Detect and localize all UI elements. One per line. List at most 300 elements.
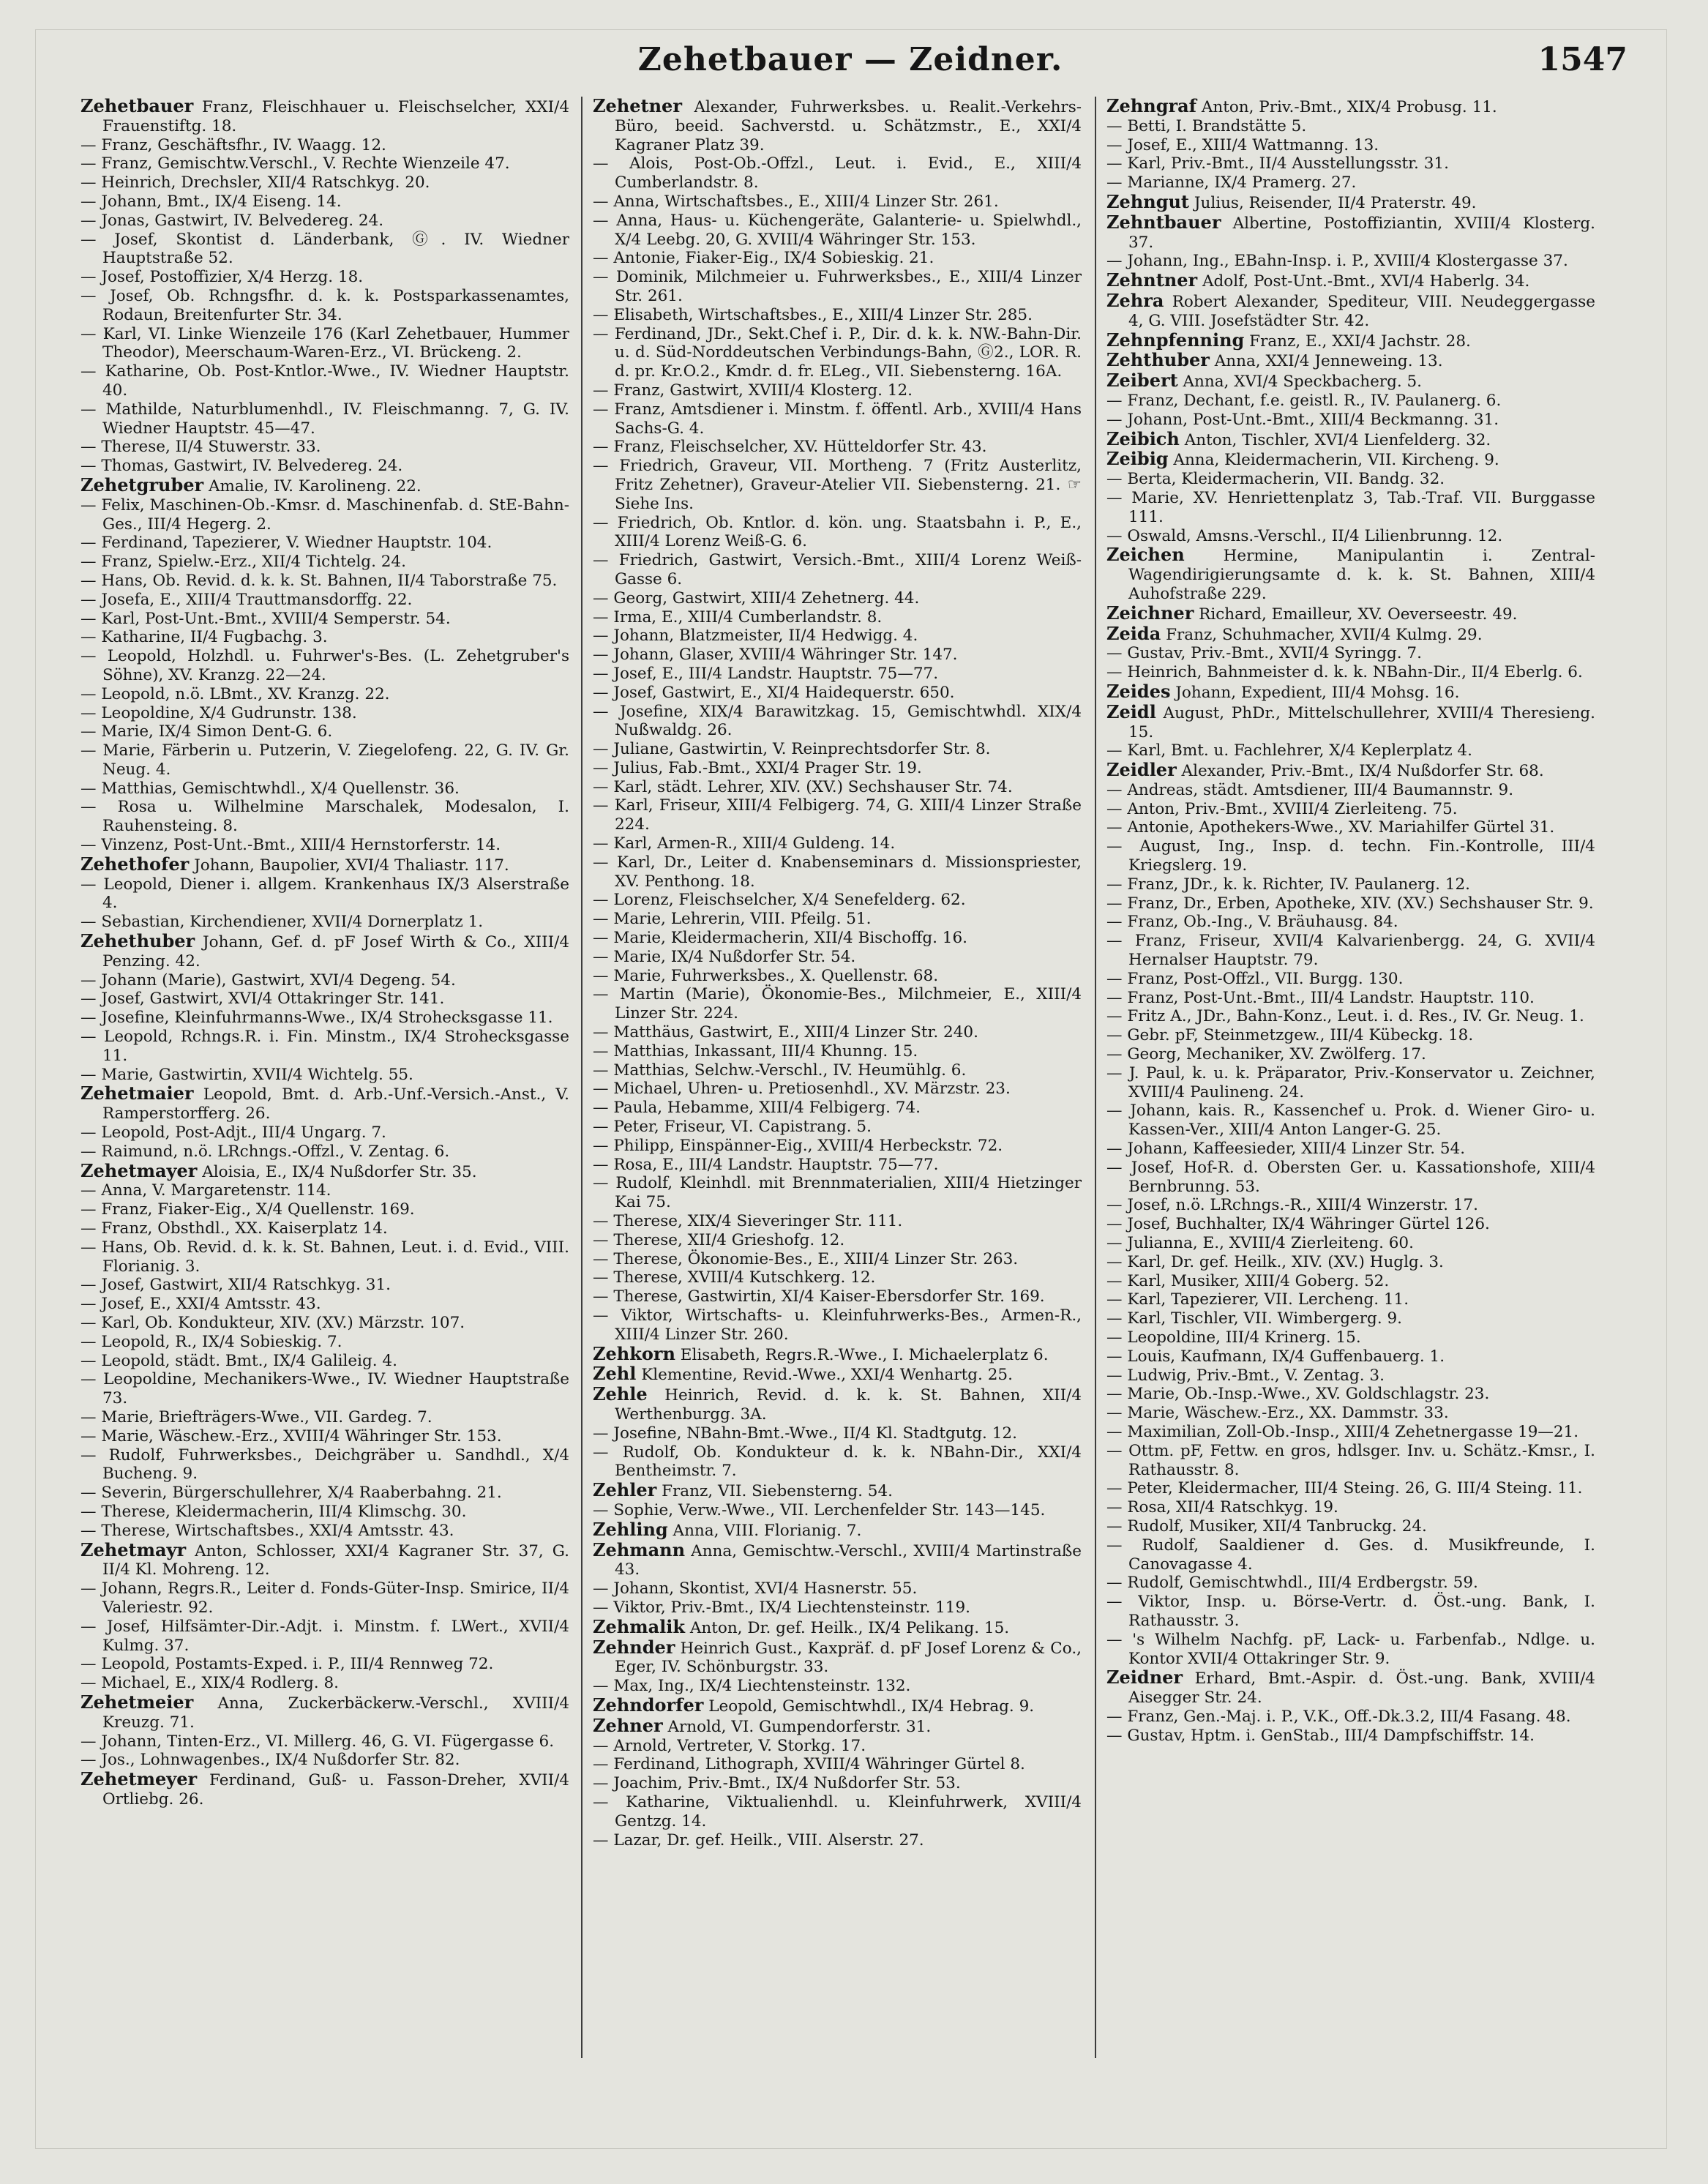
directory-entry-sub: [593, 154, 1082, 192]
directory-entry-sub: [80, 438, 569, 457]
entry-text: — Joachim, Priv.-Bmt., IX/4 Nußdorfer Str. 53.: [593, 1774, 961, 1793]
column-3: [1106, 97, 1595, 2058]
directory-entry-sub: [80, 268, 569, 287]
entry-text: Robert Alexander, Spediteur, VIII. Neudeggergasse 4, G. VIII. Josefstädter Str. 42.: [1128, 292, 1595, 330]
entry-text: — Josef, E., III/4 Landstr. Hauptstr. 75—77.: [593, 664, 939, 683]
entry-text: — Karl, Priv.-Bmt., II/4 Ausstellungsstr. 31.: [1106, 154, 1449, 173]
directory-entry-sub: [1106, 1045, 1595, 1064]
directory-entry-sub: [80, 1579, 569, 1618]
directory-entry-sub: [1106, 1498, 1595, 1517]
entry-text: — Raimund, n.ö. LRchngs.-Offzl., V. Zentag. 6.: [80, 1142, 450, 1161]
entry-text: — Hans, Ob. Revid. d. k. k. St. Bahnen, Leut. i. d. Evid., VIII. Florianig. 3.: [80, 1238, 569, 1276]
entry-text: — Viktor, Wirtschafts- u. Kleinfuhrwerks-Bes., Armen-R., XIII/4 Linzer Str. 260.: [593, 1306, 1082, 1344]
entry-text: — Karl, Ob. Kondukteur, XIV. (XV.) Märzstr. 107.: [80, 1314, 465, 1332]
entry-text: — Friedrich, Graveur, VII. Mortheng. 7 (Fritz Austerlitz, Fritz Zehetner), Graveur-Atelier VII. Siebensterng. 21. ☞ Siehe Ins.: [593, 457, 1082, 513]
directory-entry-sub: [593, 192, 1082, 212]
entry-text: — Josef, E., XXI/4 Amtsstr. 43.: [80, 1295, 321, 1314]
directory-entry-main: [1106, 427, 1595, 450]
entry-text: — Berta, Kleidermacherin, VII. Bandg. 32.: [1106, 470, 1445, 489]
directory-entry-sub: [80, 990, 569, 1009]
entry-surname: Zehetner: [593, 97, 682, 116]
entry-surname: Zeibert: [1106, 370, 1178, 392]
entry-text: — Marie, Wäschew.-Erz., XVIII/4 Währinger Str. 153.: [80, 1426, 502, 1446]
directory-entry-sub: [80, 173, 569, 192]
entry-text: — Jos., Lohnwagenbes., IX/4 Nußdorfer Str. 82.: [80, 1751, 460, 1770]
entry-surname: Zehethuber: [80, 930, 195, 952]
entry-text: Anton, Tischler, XVI/4 Lienfelderg. 32.: [1179, 430, 1491, 449]
directory-entry-sub: [593, 1306, 1082, 1345]
directory-entry-sub: [1106, 913, 1595, 932]
directory-entry-sub: [593, 1137, 1082, 1156]
directory-entry-sub: [80, 154, 569, 173]
directory-entry-sub: [80, 534, 569, 553]
directory-entry-sub: [1106, 800, 1595, 819]
entry-text: — Leopold, Post-Adjt., III/4 Ungarg. 7.: [80, 1123, 386, 1143]
directory-entry-sub: [1106, 1708, 1595, 1727]
entry-text: — Heinrich, Bahnmeister d. k. k. NBahn-Dir., II/4 Eberlg. 6.: [1106, 663, 1583, 682]
directory-entry-main: [1106, 271, 1595, 291]
entry-text: — Fritz A., JDr., Bahn-Konz., Leut. i. d. Res., IV. Gr. Neug. 1.: [1106, 1007, 1584, 1026]
entry-text: — Karl, Tischler, VII. Wimbergerg. 9.: [1106, 1309, 1402, 1328]
entry-surname: Zehngraf: [1106, 97, 1196, 116]
directory-entry-sub: [593, 627, 1082, 646]
directory-entry-sub: [1106, 1102, 1595, 1140]
entry-text: — Maximilian, Zoll-Ob.-Insp., XIII/4 Zehetnergasse 19—21.: [1106, 1422, 1579, 1441]
entry-text: Heinrich, Revid. d. k. k. St. Bahnen, XII/4 Werthenburgg. 3A.: [615, 1386, 1082, 1424]
entry-text: — Martin (Marie), Ökonomie-Bes., Milchmeier, E., XIII/4 Linzer Str. 224.: [593, 985, 1082, 1023]
directory-entry-sub: [80, 325, 569, 363]
entry-text: — Antonie, Fiaker-Eig., IX/4 Sobieskig. 21.: [593, 249, 934, 268]
directory-entry-sub: [1106, 154, 1595, 173]
entry-text: Anna, VIII. Florianig. 7.: [667, 1521, 862, 1540]
directory-entry-sub: [1106, 894, 1595, 913]
entry-text: — Josefine, XIX/4 Barawitzkag. 15, Gemischtwhdl. XIX/4 Nußwaldg. 26.: [593, 702, 1082, 740]
directory-entry-sub: [80, 457, 569, 476]
entry-text: — Johann, Skontist, XVI/4 Hasnerstr. 55.: [593, 1579, 918, 1598]
entry-text: — Anna, Haus- u. Küchengeräte, Galanterie- u. Spielwhdl., X/4 Leebg. 20, G. XVIII/4 Währinger Str. 153.: [593, 211, 1082, 249]
entry-text: — Paula, Hebamme, XIII/4 Felbigerg. 74.: [593, 1099, 921, 1118]
entry-surname: Zehkorn: [593, 1342, 675, 1364]
entry-text: — Severin, Bürgerschullehrer, X/4 Raaberbahng. 21.: [80, 1484, 502, 1503]
entry-text: — Josef, n.ö. LRchngs.-R., XIII/4 Winzerstr. 17.: [1106, 1196, 1478, 1215]
entry-surname: Zehetmeyer: [80, 1768, 198, 1790]
entry-text: — Leopoldine, Mechanikers-Wwe., IV. Wiedner Hauptstraße 73.: [80, 1370, 569, 1408]
entry-text: Adolf, Post-Unt.-Bmt., XVI/4 Haberlg. 34.: [1197, 272, 1530, 291]
entry-surname: Zeibig: [1106, 448, 1169, 470]
directory-entry-main: [593, 1638, 1082, 1678]
column-2: [593, 97, 1082, 2058]
directory-entry-sub: [1106, 1423, 1595, 1442]
entry-text: — Peter, Friseur, VI. Capistrang. 5.: [593, 1118, 872, 1137]
directory-entry-sub: [80, 1446, 569, 1484]
entry-text: — Johann, Glaser, XVIII/4 Währinger Str. 147.: [593, 646, 958, 665]
directory-entry-main: [80, 476, 569, 496]
entry-text: — Marie, Gastwirtin, XVII/4 Wichtelg. 55.: [80, 1065, 413, 1084]
directory-entry-sub: [1106, 1385, 1595, 1404]
entry-text: — Leopold, n.ö. LBmt., XV. Kranzg. 22.: [80, 684, 390, 703]
directory-entry-sub: [593, 1099, 1082, 1118]
directory-entry-sub: [593, 1443, 1082, 1481]
directory-entry-sub: [1106, 411, 1595, 430]
directory-entry-main: [593, 1385, 1082, 1424]
entry-text: — Marianne, IX/4 Pramerg. 27.: [1106, 173, 1357, 192]
entry-text: — Marie, Briefträgers-Wwe., VII. Gardeg. 7.: [80, 1407, 432, 1426]
entry-text: — Johann, Tinten-Erz., VI. Millerg. 46, G. VI. Fügergasse 6.: [80, 1732, 555, 1751]
directory-entry-sub: [80, 798, 569, 836]
directory-entry-sub: [1106, 1328, 1595, 1347]
entry-text: — Franz, JDr., k. k. Richter, IV. Paulanerg. 12.: [1106, 875, 1471, 894]
entry-text: — Juliane, Gastwirtin, V. Reinprechtsdorfer Str. 8.: [593, 740, 991, 759]
entry-text: Anna, XXI/4 Jenneweing. 13.: [1209, 352, 1443, 371]
directory-entry-sub: [80, 913, 569, 932]
directory-entry-sub: [593, 1080, 1082, 1099]
directory-entry-main: [593, 1520, 1082, 1541]
entry-text: — Marie, IX/4 Nußdorfer Str. 54.: [593, 947, 856, 966]
entry-text: — Franz, Post-Unt.-Bmt., III/4 Landstr. Hauptstr. 110.: [1106, 988, 1535, 1007]
entry-text: Leopold, Bmt. d. Arb.-Unf.-Versich.-Anst., V. Ramperstorfferg. 26.: [102, 1085, 569, 1123]
entry-text: — Hans, Ob. Revid. d. k. k. St. Bahnen, II/4 Taborstraße 75.: [80, 571, 558, 590]
entry-text: Anna, Kleidermacherin, VII. Kircheng. 9.: [1168, 451, 1499, 470]
directory-entry-sub: [80, 572, 569, 591]
entry-text: — Franz, Amtsdiener i. Minstm. f. öffentl. Arb., XVIII/4 Hans Sachs-G. 4.: [593, 400, 1082, 438]
entry-text: Heinrich Gust., Kaxpräf. d. pF Josef Lorenz & Co., Eger, IV. Schönburgstr. 33.: [615, 1639, 1082, 1677]
entry-text: — Anna, Wirtschaftsbes., E., XIII/4 Linzer Str. 261.: [593, 192, 999, 211]
directory-entry-main: [1106, 604, 1595, 624]
entry-text: — Louis, Kaufmann, IX/4 Guffenbauerg. 1.: [1106, 1347, 1445, 1366]
entry-surname: Zehndorfer: [593, 1694, 704, 1716]
entry-text: — Rudolf, Gemischtwhdl., III/4 Erdbergstr. 59.: [1106, 1574, 1478, 1593]
entry-text: — Thomas, Gastwirt, IV. Belvedereg. 24.: [80, 457, 403, 476]
entry-text: Franz, VII. Siebensterng. 54.: [656, 1482, 893, 1501]
directory-entry-main: [593, 1615, 1082, 1638]
entry-text: Julius, Reisender, II/4 Praterstr. 49.: [1189, 193, 1477, 212]
entry-text: — Felix, Maschinen-Ob.-Kmsr. d. Maschinenfab. d. StE-Bahn-Ges., III/4 Hegerg. 2.: [80, 495, 569, 534]
directory-entry-sub: [593, 212, 1082, 250]
directory-entry-sub: [80, 1427, 569, 1446]
directory-entry-sub: [593, 1501, 1082, 1520]
entry-text: — Therese, XVIII/4 Kutschkerg. 12.: [593, 1268, 876, 1287]
directory-entry-sub: [593, 1174, 1082, 1212]
entry-text: — Johann, Regrs.R., Leiter d. Fonds-Güter-Insp. Smirice, II/4 Valeriestr. 92.: [80, 1579, 569, 1617]
directory-entry-sub: [593, 684, 1082, 703]
directory-entry-sub: [80, 1408, 569, 1427]
entry-text: — Leopold, städt. Bmt., IX/4 Galileig. 4.: [80, 1351, 397, 1370]
entry-text: — Michael, Uhren- u. Pretiosenhdl., XV. Märzstr. 23.: [593, 1080, 1011, 1099]
directory-entry-main: [1106, 682, 1595, 703]
directory-entry-main: [593, 1538, 1082, 1580]
entry-text: — Karl, Armen-R., XIII/4 Guldeng. 14.: [593, 834, 896, 853]
directory-entry-sub: [80, 1370, 569, 1408]
entry-text: — Therese, Ökonomie-Bes., E., XIII/4 Linzer Str. 263.: [593, 1249, 1019, 1268]
directory-entry-main: [1106, 760, 1595, 781]
directory-entry-sub: [593, 551, 1082, 589]
entry-text: — Karl, Bmt. u. Fachlehrer, X/4 Keplerplatz 4.: [1106, 741, 1472, 760]
entry-surname: Zehling: [593, 1518, 668, 1540]
entry-text: Alexander, Priv.-Bmt., IX/4 Nußdorfer Str. 68.: [1176, 762, 1544, 781]
entry-text: — Franz, Post-Offzl., VII. Burgg. 130.: [1106, 969, 1404, 988]
entry-text: — Julianna, E., XVIII/4 Zierleiteng. 60.: [1106, 1234, 1414, 1253]
directory-entry-sub: [80, 704, 569, 723]
entry-text: Anna, Zuckerbäckerw.-Verschl., XVIII/4 Kreuzg. 71.: [102, 1694, 569, 1732]
entry-text: — Anton, Priv.-Bmt., XVIII/4 Zierleiteng. 75.: [1106, 799, 1458, 818]
directory-entry-sub: [593, 381, 1082, 400]
entry-text: — Marie, Lehrerin, VIII. Pfeilg. 51.: [593, 910, 872, 929]
entry-surname: Zeides: [1106, 680, 1171, 702]
entry-text: — Josef, Gastwirt, XVI/4 Ottakringer Str. 141.: [80, 990, 445, 1009]
entry-text: — Franz, Dr., Erben, Apotheke, XIV. (XV.) Sechshauser Str. 9.: [1106, 894, 1594, 913]
directory-entry-sub: [593, 268, 1082, 306]
directory-entry-main: [80, 1538, 569, 1580]
directory-entry-sub: [80, 779, 569, 799]
directory-entry-sub: [593, 457, 1082, 513]
entry-text: — Franz, Ob.-Ing., V. Bräuhausg. 84.: [1106, 913, 1398, 932]
directory-entry-sub: [593, 703, 1082, 741]
page-number: 1547: [1537, 41, 1628, 78]
directory-entry-main: [593, 97, 1082, 154]
entry-text: — Josef, Hilfsämter-Dir.-Adjt. i. Minstm. f. LWert., XVII/4 Kulmg. 37.: [80, 1617, 569, 1655]
directory-entry-sub: [1106, 1442, 1595, 1480]
entry-text: — Rudolf, Fuhrwerksbes., Deichgräber u. Sandhdl., X/4 Bucheng. 9.: [80, 1446, 569, 1484]
directory-entry-main: [1106, 97, 1595, 117]
entry-text: — Georg, Gastwirt, XIII/4 Zehetnerg. 44.: [593, 588, 920, 607]
directory-entry-sub: [1106, 818, 1595, 837]
entry-text: — Therese, XIX/4 Sieveringer Str. 111.: [593, 1212, 903, 1231]
entry-surname: Zehetmeier: [80, 1691, 194, 1713]
directory-entry-main: [80, 97, 569, 136]
entry-surname: Zehetmayer: [80, 1159, 198, 1181]
directory-entry-sub: [593, 325, 1082, 381]
entry-text: — Josef, Ob. Rchngsfhr. d. k. k. Postsparkassenamtes, Rodaun, Breitenfurter Str. 34.: [80, 286, 569, 324]
directory-entry-sub: [80, 591, 569, 610]
directory-entry-sub: [80, 1181, 569, 1200]
entry-text: — Ferdinand, Lithograph, XVIII/4 Währinger Gürtel 8.: [593, 1755, 1025, 1774]
directory-entry-sub: [80, 231, 569, 269]
entry-surname: Zehetgruber: [80, 474, 204, 495]
directory-entry-main: [1106, 291, 1595, 331]
entry-text: — Lorenz, Fleischselcher, X/4 Senefelderg. 62.: [593, 891, 966, 910]
entry-surname: Zehntner: [1106, 269, 1198, 291]
directory-entry-main: [1106, 449, 1595, 470]
directory-entry-sub: [593, 1118, 1082, 1137]
entry-text: Amalie, IV. Karolineng. 22.: [203, 476, 422, 495]
entry-text: — Franz, Gen.-Maj. i. P., V.K., Off.-Dk.3.2, III/4 Fasang. 48.: [1106, 1707, 1571, 1726]
directory-entry-sub: [593, 948, 1082, 967]
directory-entry-sub: [1106, 1309, 1595, 1328]
entry-text: — Johann, Post-Unt.-Bmt., XIII/4 Beckmanng. 31.: [1106, 410, 1499, 429]
entry-text: — Therese, Wirtschaftsbes., XXI/4 Amtsstr. 43.: [80, 1521, 454, 1540]
entry-text: — Matthäus, Gastwirt, E., XIII/4 Linzer Str. 240.: [593, 1023, 978, 1042]
entry-text: — Sebastian, Kirchendiener, XVII/4 Dornerplatz 1.: [80, 913, 484, 932]
directory-entry-sub: [80, 1200, 569, 1219]
directory-entry-sub: [1106, 875, 1595, 894]
directory-entry-sub: [80, 1484, 569, 1503]
entry-text: — Matthias, Gemischtwhdl., X/4 Quellenstr. 36.: [80, 779, 460, 798]
entry-surname: Zehthuber: [1106, 349, 1210, 371]
directory-entry-sub: [80, 971, 569, 990]
entry-text: — Leopoldine, X/4 Gudrunstr. 138.: [80, 703, 357, 722]
entry-surname: Zeichner: [1106, 602, 1194, 624]
entry-surname: Zehntbauer: [1106, 211, 1221, 233]
directory-entry-sub: [80, 287, 569, 325]
directory-entry-sub: [593, 929, 1082, 948]
directory-entry-sub: [80, 1352, 569, 1371]
entry-text: — J. Paul, k. u. k. Präparator, Priv.-Konservator u. Zeichner, XVIII/4 Paulineng. 24.: [1106, 1063, 1595, 1102]
entry-text: — Ottm. pF, Fettw. en gros, hdlsger. Inv. u. Schätz.-Kmsr., I. Rathausstr. 8.: [1106, 1441, 1595, 1479]
directory-entry-sub: [1106, 252, 1595, 271]
entry-text: — Karl, Post-Unt.-Bmt., XVIII/4 Semperstr. 54.: [80, 609, 451, 628]
entry-text: Johann, Baupolier, XVI/4 Thaliastr. 117.: [189, 856, 509, 875]
entry-text: — Therese, II/4 Stuwerstr. 33.: [80, 438, 321, 457]
entry-surname: Zehetmayr: [80, 1538, 187, 1560]
directory-entry-sub: [1106, 117, 1595, 136]
directory-entry-sub: [80, 1009, 569, 1028]
entry-text: — Franz, Fleischselcher, XV. Hütteldorfer Str. 43.: [593, 438, 987, 457]
entry-text: — Rosa u. Wilhelmine Marschalek, Modesalon, I. Rauhensteing. 8.: [80, 798, 569, 836]
entry-text: — Leopoldine, III/4 Krinerg. 15.: [1106, 1328, 1361, 1347]
entry-text: Franz, Schuhmacher, XVII/4 Kulmg. 29.: [1161, 625, 1483, 644]
entry-text: — Karl, Dr. gef. Heilk., XIV. (XV.) Huglg. 3.: [1106, 1252, 1444, 1271]
directory-entry-sub: [80, 1123, 569, 1143]
directory-entry-main: [1106, 213, 1595, 253]
directory-entry-sub: [80, 400, 569, 438]
directory-entry-sub: [1106, 1479, 1595, 1498]
entry-text: — Antonie, Apothekers-Wwe., XV. Mariahilfer Gürtel 31.: [1106, 818, 1555, 837]
directory-entry-sub: [593, 910, 1082, 929]
directory-entry-sub: [593, 1737, 1082, 1756]
directory-entry-sub: [593, 778, 1082, 797]
entry-text: — Dominik, Milchmeier u. Fuhrwerksbes., E., XIII/4 Linzer Str. 261.: [593, 268, 1082, 305]
directory-entry-main: [593, 1716, 1082, 1737]
directory-entry-sub: [593, 1061, 1082, 1080]
directory-entry-sub: [593, 1755, 1082, 1774]
entry-text: — Friedrich, Gastwirt, Versich.-Bmt., XIII/4 Lorenz Weiß-Gasse 6.: [593, 551, 1082, 588]
directory-entry-sub: [1106, 1517, 1595, 1536]
directory-entry-sub: [1106, 1196, 1595, 1215]
entry-text: — Katharine, Ob. Post-Kntlor.-Wwe., IV. Wiedner Hauptstr. 40.: [80, 362, 569, 400]
directory-entry-sub: [1106, 1536, 1595, 1574]
entry-text: Richard, Emailleur, XV. Oeverseestr. 49.: [1194, 605, 1518, 624]
entry-text: — Julius, Fab.-Bmt., XXI/4 Prager Str. 19.: [593, 758, 922, 777]
entry-text: — Marie, Wäschew.-Erz., XX. Dammstr. 33.: [1106, 1404, 1449, 1423]
entry-surname: Zeichen: [1106, 544, 1185, 566]
directory-entry-sub: [1106, 1007, 1595, 1026]
directory-entry-sub: [1106, 1272, 1595, 1291]
entry-text: — August, Ing., Insp. d. techn. Fin.-Kontrolle, III/4 Kriegslerg. 19.: [1106, 837, 1595, 875]
entry-text: — Franz, Geschäftsfhr., IV. Waagg. 12.: [80, 135, 386, 154]
entry-surname: Zehle: [593, 1383, 648, 1405]
entry-text: — Franz, Gemischtw.Verschl., V. Rechte Wienzeile 47.: [80, 154, 510, 173]
entry-text: — Gebr. pF, Steinmetzgew., III/4 Kübeckg. 18.: [1106, 1026, 1474, 1045]
entry-text: Johann, Gef. d. pF Josef Wirth & Co., XIII/4 Penzing. 42.: [102, 933, 569, 971]
entry-text: — Heinrich, Drechsler, XII/4 Ratschkyg. 20.: [80, 173, 430, 192]
directory-entry-sub: [80, 1028, 569, 1066]
directory-entry-sub: [1106, 1159, 1595, 1197]
directory-entry-sub: [1106, 1366, 1595, 1385]
directory-entry-sub: [80, 1219, 569, 1238]
directory-entry-main: [80, 855, 569, 875]
entry-surname: Zehnpfenning: [1106, 329, 1245, 351]
directory-entry-main: [80, 1770, 569, 1809]
entry-surname: Zehra: [1106, 289, 1164, 311]
directory-entry-sub: [80, 875, 569, 913]
directory-entry-sub: [1106, 1253, 1595, 1272]
entry-text: Hermine, Manipulantin i. Zentral-Wagendirigierungsamte d. k. k. St. Bahnen, XIII/4 Auhofstraße 229.: [1128, 547, 1595, 603]
entry-text: — Josef, E., XIII/4 Wattmanng. 13.: [1106, 135, 1379, 154]
entry-text: — Leopold, Rchngs.R. i. Fin. Minstm., IX/4 Strohecksgasse 11.: [80, 1028, 569, 1065]
directory-entry-sub: [593, 891, 1082, 910]
entry-surname: Zehmalik: [593, 1615, 686, 1637]
directory-entry-sub: [1106, 1064, 1595, 1102]
directory-entry-sub: [1106, 1727, 1595, 1746]
directory-entry-sub: [593, 1793, 1082, 1831]
directory-entry-sub: [593, 1042, 1082, 1061]
entry-text: — Peter, Kleidermacher, III/4 Steing. 26, G. III/4 Steing. 11.: [1106, 1479, 1583, 1498]
entry-text: — Leopold, Holzhdl. u. Fuhrwer's-Bes. (L. Zehetgruber's Söhne), XV. Kranzg. 22—24.: [80, 647, 569, 684]
entry-text: Anton, Dr. gef. Heilk., IX/4 Pelikang. 15.: [685, 1618, 1010, 1637]
directory-entry-main: [1106, 331, 1595, 351]
entry-text: — Matthias, Inkassant, III/4 Khunng. 15.: [593, 1041, 918, 1061]
entry-text: — Matthias, Selchw.-Verschl., IV. Heumühlg. 6.: [593, 1061, 967, 1080]
entry-text: — Gustav, Hptm. i. GenStab., III/4 Dampfschiffstr. 14.: [1106, 1726, 1535, 1745]
entry-text: Elisabeth, Regrs.R.-Wwe., I. Michaelerplatz 6.: [675, 1345, 1049, 1364]
entry-text: — Franz, Dechant, f.e. geistl. R., IV. Paulanerg. 6.: [1106, 391, 1502, 410]
directory-entry-main: [593, 1364, 1082, 1385]
entry-text: — Elisabeth, Wirtschaftsbes., E., XIII/4 Linzer Str. 285.: [593, 305, 1033, 324]
entry-text: — Leopold, Diener i. allgem. Krankenhaus IX/3 Alserstraße 4.: [80, 875, 569, 913]
entry-text: Anton, Priv.-Bmt., XIX/4 Probusg. 11.: [1196, 98, 1497, 116]
entry-text: Albertine, Postoffiziantin, XVIII/4 Klosterg. 37.: [1128, 214, 1595, 252]
directory-entry-sub: [593, 740, 1082, 759]
entry-text: — Karl, Tapezierer, VII. Lercheng. 11.: [1106, 1290, 1409, 1309]
directory-entry-sub: [593, 646, 1082, 665]
directory-entry-sub: [593, 249, 1082, 268]
directory-entry-sub: [1106, 392, 1595, 411]
directory-entry-sub: [80, 1143, 569, 1162]
directory-entry-sub: [593, 853, 1082, 891]
entry-text: — Rudolf, Saaldiener d. Ges. d. Musikfreunde, I. Canovagasse 4.: [1106, 1536, 1595, 1574]
entry-text: — Josefine, NBahn-Bmt.-Wwe., II/4 Kl. Stadtgutg. 12.: [593, 1424, 1017, 1443]
entry-surname: Zehl: [593, 1363, 637, 1385]
entry-text: — Max, Ing., IX/4 Liechtensteinstr. 132.: [593, 1677, 911, 1696]
entry-text: — Rudolf, Kleinhdl. mit Brennmaterialien, XIII/4 Hietzinger Kai 75.: [593, 1174, 1082, 1212]
entry-surname: Zehmann: [593, 1538, 686, 1560]
directory-entry-sub: [1106, 644, 1595, 663]
directory-entry-sub: [80, 1732, 569, 1751]
directory-entry-sub: [1106, 781, 1595, 800]
entry-text: — Therese, Gastwirtin, XI/4 Kaiser-Ebersdorfer Str. 169.: [593, 1287, 1045, 1306]
directory-entry-sub: [593, 514, 1082, 552]
entry-text: — Johann, Kaffeesieder, XIII/4 Linzer Str. 54.: [1106, 1140, 1466, 1159]
directory-entry-main: [593, 1342, 1082, 1365]
directory-columns: [80, 97, 1595, 2058]
directory-entry-sub: [593, 665, 1082, 684]
entry-surname: Zeibich: [1106, 427, 1180, 449]
entry-surname: Zeidler: [1106, 759, 1177, 781]
directory-entry-main: [593, 1481, 1082, 1501]
entry-text: — Betti, I. Brandstätte 5.: [1106, 116, 1307, 135]
entry-text: — Arnold, Vertreter, V. Storkg. 17.: [593, 1736, 866, 1755]
entry-text: — Josefine, Kleinfuhrmanns-Wwe., IX/4 Strohecksgasse 11.: [80, 1009, 553, 1028]
entry-text: — Rosa, E., III/4 Landstr. Hauptstr. 75—77.: [593, 1155, 939, 1174]
entry-text: — Franz, Fiaker-Eig., X/4 Quellenstr. 169.: [80, 1200, 415, 1219]
directory-entry-sub: [80, 1674, 569, 1693]
directory-entry-sub: [80, 836, 569, 855]
directory-entry-sub: [80, 1618, 569, 1656]
entry-text: — Karl, Musiker, XIII/4 Goberg. 52.: [1106, 1271, 1390, 1290]
entry-text: — Franz, Friseur, XVII/4 Kalvarienbergg. 24, G. XVII/4 Hernalser Hauptstr. 79.: [1106, 932, 1595, 970]
entry-text: — Franz, Obsthdl., XX. Kaiserplatz 14.: [80, 1219, 388, 1238]
entry-text: — Friedrich, Ob. Kntlor. d. kön. ung. Staatsbahn i. P., E., XIII/4 Lorenz Weiß-G. 6.: [593, 513, 1082, 551]
